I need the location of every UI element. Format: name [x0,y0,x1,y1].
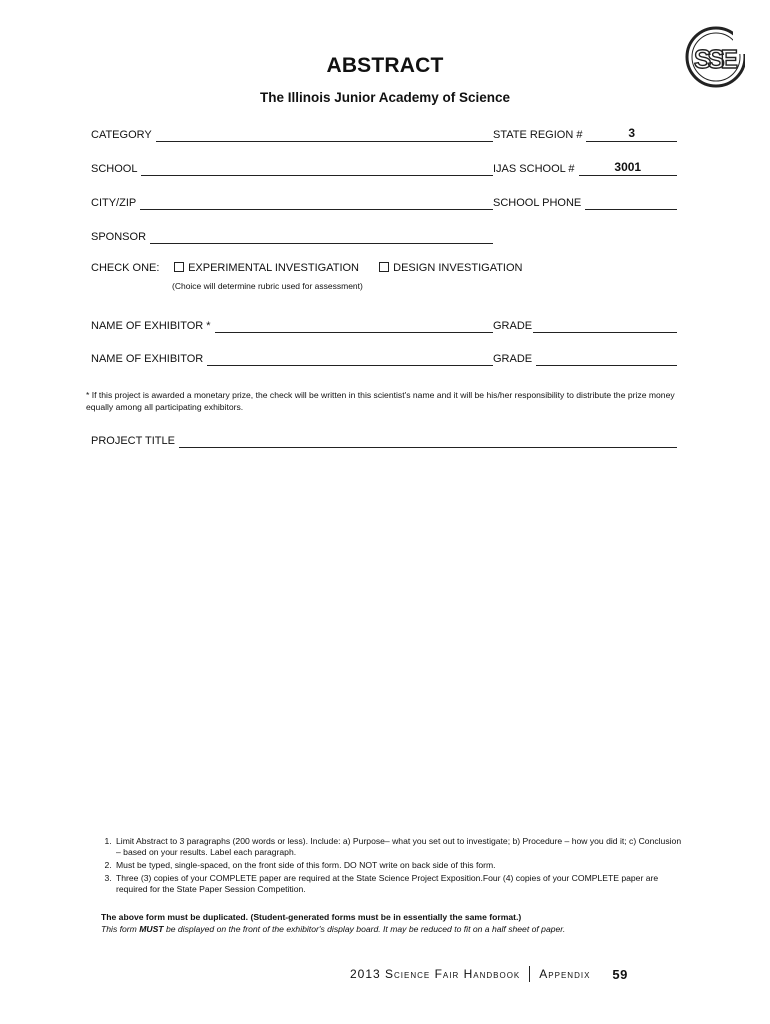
category-row [91,126,677,146]
exhibitor2-label: NAME OF EXHIBITOR [91,353,204,365]
city-row [91,194,677,214]
school-phone-label: SCHOOL PHONE [493,197,582,209]
exhibitor1-row [91,317,677,337]
sponsor-line[interactable] [150,231,493,244]
category-label: CATEGORY [91,129,152,141]
exhibitor1-label: NAME OF EXHIBITOR * [91,320,211,332]
school-phone-field[interactable] [493,194,677,210]
category-line[interactable] [156,129,493,142]
page-footer [350,966,628,982]
city-zip-field[interactable] [91,194,493,210]
state-region-value: 3 [628,126,636,140]
page-number: 59 [612,966,628,982]
handbook-title: 2013 Science Fair Handbook [350,967,521,981]
check-one-label: CHECK ONE: [91,262,160,275]
grade2-line[interactable] [536,353,677,366]
ijas-school-label: IJAS SCHOOL # [493,163,575,175]
state-region-label: STATE REGION # [493,129,583,141]
svg-text:SSE: SSE [693,44,735,74]
school-row [91,160,677,180]
design-option[interactable] [379,262,522,274]
instruction-item: 2. Must be typed, single-spaced, on the front side of this form. DO NOT write on back side of this form. [114,860,685,871]
school-line[interactable] [141,163,493,176]
sse-logo [683,24,745,92]
category-field[interactable] [91,126,493,142]
school-field[interactable] [91,160,493,176]
exhibitor2-row [91,350,677,370]
duplicate-note: The above form must be duplicated. (Student-generated forms must be in essentially the same format.) [101,912,522,922]
check-one-row [91,262,523,274]
design-checkbox[interactable] [379,262,389,272]
display-note: This form MUST be displayed on the front of the exhibitor's display board. It may be reduced to fit on a half sheet of paper. [101,924,566,934]
ijas-school-line[interactable] [579,160,677,176]
grade1-field[interactable] [493,317,677,333]
instruction-item: 3. Three (3) copies of your COMPLETE paper are required at the State Science Project Exposition.Four (4) copies of your COMPLETE paper are required for the State Paper Session Competition. [114,873,685,895]
project-title-label: PROJECT TITLE [91,435,175,447]
school-phone-line[interactable] [585,197,677,210]
project-title-line[interactable] [179,435,677,448]
page-title: ABSTRACT [326,54,444,77]
grade2-field[interactable] [493,350,677,366]
instructions-list [100,836,685,897]
instruction-item: 1. Limit Abstract to 3 paragraphs (200 words or less). Include: a) Purpose– what you set out to investigate; b) Procedure – how you did it; c) Conclusion – based on your results. Label each paragraph. [114,836,685,858]
ijas-school-field[interactable] [493,160,677,176]
sponsor-label: SPONSOR [91,231,147,243]
exhibitor2-line[interactable] [207,353,493,366]
choice-note: (Choice will determine rubric used for assessment) [172,281,363,291]
prize-footnote: * If this project is awarded a monetary prize, the check will be written in this scientist's name and it will be his/her responsibility to distribute the prize money equally among all participating exhibitors. [86,390,675,412]
exhibitor1-field[interactable] [91,317,493,333]
state-region-field[interactable] [493,126,677,142]
city-zip-line[interactable] [140,197,493,210]
experimental-label: EXPERIMENTAL INVESTIGATION [188,262,359,275]
sponsor-field[interactable] [91,228,493,244]
design-label: DESIGN INVESTIGATION [393,262,523,275]
section-name: Appendix [539,967,591,981]
city-zip-label: CITY/ZIP [91,197,137,209]
state-region-line[interactable] [586,126,677,142]
exhibitor2-field[interactable] [91,350,493,366]
experimental-option[interactable] [174,262,376,274]
grade1-label: GRADE [493,320,533,332]
exhibitor1-line[interactable] [215,320,493,333]
project-title-field[interactable] [91,432,677,448]
school-label: SCHOOL [91,163,138,175]
footer-divider [529,966,530,982]
sponsor-row [91,228,677,248]
project-title-row [91,432,677,452]
experimental-checkbox[interactable] [174,262,184,272]
ijas-school-value: 3001 [614,160,642,174]
page-subtitle: The Illinois Junior Academy of Science [259,90,511,105]
grade1-line[interactable] [533,320,677,333]
grade2-label: GRADE [493,353,533,365]
